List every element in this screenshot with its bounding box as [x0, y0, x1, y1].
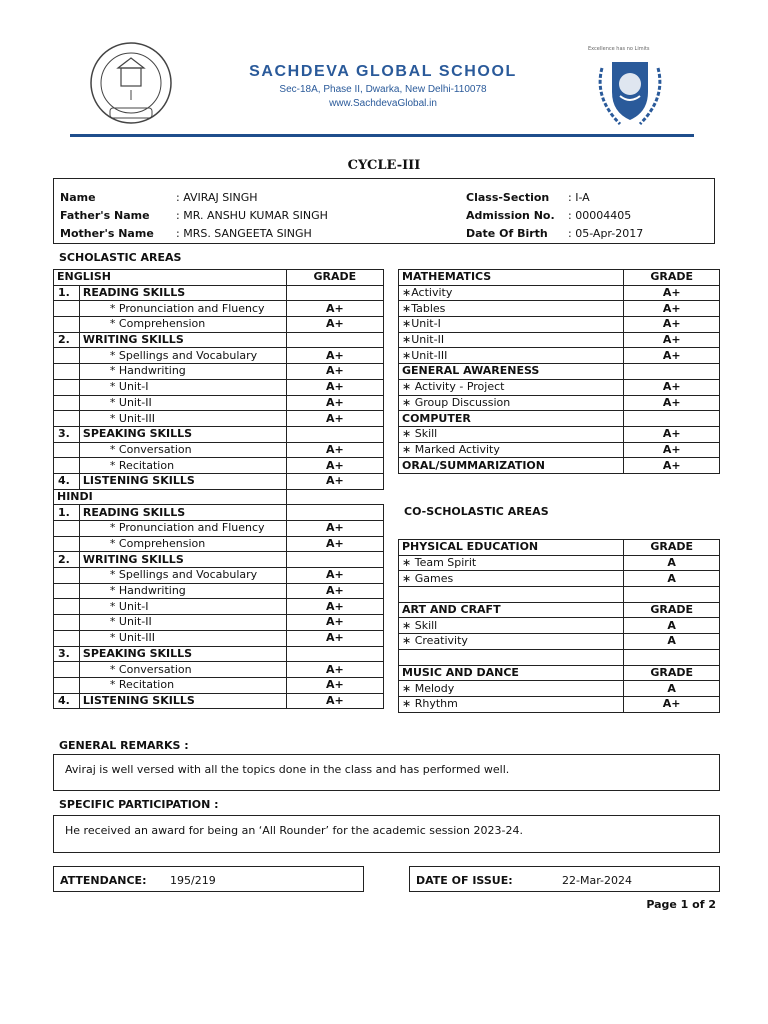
- activity-label: ∗Unit-II: [399, 332, 624, 348]
- grade-row: [399, 571, 720, 587]
- section-header-row: [399, 458, 720, 474]
- grade-row: [399, 285, 720, 301]
- skill-heading: SPEAKING SKILLS: [79, 426, 286, 442]
- grade-value: A: [624, 571, 720, 587]
- grade-value: [624, 649, 720, 665]
- section-title: MATHEMATICS: [399, 270, 624, 286]
- school-name: SACHDEVA GLOBAL SCHOOL: [249, 63, 517, 80]
- attendance-box: [53, 866, 364, 892]
- subject-title: HINDI: [54, 489, 287, 505]
- father-label: Father's Name: [60, 209, 150, 222]
- grade-row: [54, 348, 384, 364]
- skill-item: * Spellings and Vocabulary: [79, 568, 286, 584]
- activity-label: ∗Activity: [399, 285, 624, 301]
- grade-value: [624, 364, 720, 380]
- co-scholastic-title: CO-SCHOLASTIC AREAS: [404, 505, 549, 518]
- grade-value: [286, 285, 383, 301]
- grade-row: [399, 634, 720, 650]
- school-website: www.SachdevaGlobal.in: [329, 98, 437, 109]
- grade-row: [54, 615, 384, 631]
- activity-label: ∗Unit-III: [399, 348, 624, 364]
- activity-label: ∗ Activity - Project: [399, 379, 624, 395]
- grade-row: [399, 317, 720, 333]
- row-number: [54, 677, 80, 693]
- skill-item: * Pronunciation and Fluency: [79, 521, 286, 537]
- grade-row: [399, 681, 720, 697]
- mother-value: : MRS. SANGEETA SINGH: [176, 227, 312, 240]
- blank-cell: [286, 489, 383, 505]
- hindi-header-row: [54, 489, 384, 505]
- row-number: 3.: [54, 426, 80, 442]
- skill-item: * Recitation: [79, 677, 286, 693]
- grade-value: [624, 587, 720, 603]
- name-value: : AVIRAJ SINGH: [176, 191, 258, 204]
- grade-value: A+: [624, 395, 720, 411]
- grade-header: GRADE: [624, 540, 720, 556]
- row-number: 4.: [54, 473, 80, 489]
- section-title: COMPUTER: [399, 411, 624, 427]
- skill-heading: WRITING SKILLS: [79, 552, 286, 568]
- section-header-row: [399, 411, 720, 427]
- grade-value: A+: [286, 411, 383, 427]
- grade-row: [54, 552, 384, 568]
- section-title: PHYSICAL EDUCATION: [399, 540, 624, 556]
- grade-row: [54, 395, 384, 411]
- row-number: [54, 301, 80, 317]
- grade-value: A+: [286, 458, 383, 474]
- student-info-box: [53, 178, 715, 244]
- dob-value: : 05-Apr-2017: [568, 227, 644, 240]
- language-grades-table: [53, 269, 384, 709]
- name-label: Name: [60, 191, 96, 204]
- grade-value: A+: [286, 317, 383, 333]
- row-number: 4.: [54, 693, 80, 709]
- grade-value: A+: [286, 583, 383, 599]
- grade-row: [399, 348, 720, 364]
- grade-row: [54, 677, 384, 693]
- grade-row: [54, 317, 384, 333]
- row-number: [54, 395, 80, 411]
- skill-heading: LISTENING SKILLS: [79, 693, 286, 709]
- grade-row: [399, 426, 720, 442]
- row-number: [54, 599, 80, 615]
- remarks-box: [53, 754, 720, 791]
- grade-row: [54, 646, 384, 662]
- grade-row: [54, 458, 384, 474]
- grade-row: [54, 442, 384, 458]
- row-number: [54, 364, 80, 380]
- cbse-emblem-icon: [88, 38, 174, 128]
- grade-row: [54, 285, 384, 301]
- grade-row: [399, 587, 720, 603]
- grade-row: [399, 618, 720, 634]
- grade-value: A+: [286, 677, 383, 693]
- skill-item: * Unit-II: [79, 395, 286, 411]
- activity-label: ∗ Rhythm: [399, 696, 624, 712]
- section-title: ORAL/SUMMARIZATION: [399, 458, 624, 474]
- grade-row: [54, 379, 384, 395]
- grade-row: [54, 693, 384, 709]
- row-number: 2.: [54, 552, 80, 568]
- row-number: 3.: [54, 646, 80, 662]
- issue-date-label: DATE OF ISSUE:: [416, 874, 513, 887]
- grade-header: GRADE: [624, 665, 720, 681]
- grade-row: [54, 599, 384, 615]
- grade-row: [54, 301, 384, 317]
- skill-item: * Spellings and Vocabulary: [79, 348, 286, 364]
- admission-value: : 00004405: [568, 209, 632, 222]
- grade-value: [286, 505, 383, 521]
- class-value: : I-A: [568, 191, 590, 204]
- skill-item: * Comprehension: [79, 536, 286, 552]
- skill-item: * Comprehension: [79, 317, 286, 333]
- activity-label: ∗ Creativity: [399, 634, 624, 650]
- participation-text: He received an award for being an ‘All Rounder’ for the academic session 2023-24.: [65, 824, 523, 837]
- english-header-row: [54, 270, 384, 286]
- grade-value: [286, 332, 383, 348]
- participation-title: SPECIFIC PARTICIPATION :: [59, 798, 219, 811]
- grade-row: [54, 473, 384, 489]
- grade-value: A+: [624, 285, 720, 301]
- father-value: : MR. ANSHU KUMAR SINGH: [176, 209, 328, 222]
- activity-label: ∗ Team Spirit: [399, 555, 624, 571]
- grade-row: [54, 583, 384, 599]
- grade-value: A+: [286, 473, 383, 489]
- grade-row: [54, 662, 384, 678]
- grade-value: [286, 646, 383, 662]
- grade-value: A+: [286, 693, 383, 709]
- row-number: [54, 662, 80, 678]
- row-number: [54, 521, 80, 537]
- activity-label: ∗ Skill: [399, 426, 624, 442]
- skill-item: * Unit-II: [79, 615, 286, 631]
- grade-value: A+: [624, 442, 720, 458]
- grade-value: A+: [624, 379, 720, 395]
- grade-row: [399, 379, 720, 395]
- school-header: [70, 38, 694, 136]
- grade-row: [54, 426, 384, 442]
- grade-row: [399, 649, 720, 665]
- dob-label: Date Of Birth: [466, 227, 548, 240]
- grade-header: GRADE: [286, 270, 383, 286]
- section-title: ART AND CRAFT: [399, 602, 624, 618]
- section-header-row: [399, 602, 720, 618]
- remarks-title: GENERAL REMARKS :: [59, 739, 189, 752]
- row-number: [54, 568, 80, 584]
- section-header-row: [399, 665, 720, 681]
- activity-label: ∗Tables: [399, 301, 624, 317]
- attendance-value: 195/219: [170, 874, 216, 887]
- row-number: 1.: [54, 285, 80, 301]
- grade-row: [399, 301, 720, 317]
- grade-value: A: [624, 555, 720, 571]
- participation-box: [53, 815, 720, 853]
- grade-row: [399, 442, 720, 458]
- grade-value: A+: [286, 568, 383, 584]
- cycle-title: CYCLE-III: [347, 158, 421, 173]
- skill-item: * Recitation: [79, 458, 286, 474]
- activity-label: [399, 587, 624, 603]
- grade-value: A+: [286, 379, 383, 395]
- skill-item: * Unit-I: [79, 379, 286, 395]
- skill-heading: SPEAKING SKILLS: [79, 646, 286, 662]
- grade-value: A+: [286, 442, 383, 458]
- grade-header: GRADE: [624, 270, 720, 286]
- grade-value: A: [624, 634, 720, 650]
- grade-value: [624, 411, 720, 427]
- grade-row: [54, 536, 384, 552]
- page-number: Page 1 of 2: [646, 898, 716, 911]
- grade-value: A+: [624, 348, 720, 364]
- skill-item: * Pronunciation and Fluency: [79, 301, 286, 317]
- grade-value: A+: [624, 426, 720, 442]
- issue-date-box: [409, 866, 720, 892]
- grade-value: A: [624, 681, 720, 697]
- row-number: [54, 536, 80, 552]
- activity-label: ∗ Marked Activity: [399, 442, 624, 458]
- row-number: [54, 442, 80, 458]
- attendance-label: ATTENDANCE:: [60, 874, 147, 887]
- grade-value: A: [624, 618, 720, 634]
- grade-value: [286, 426, 383, 442]
- scholastic-title: SCHOLASTIC AREAS: [59, 251, 182, 264]
- grade-row: [399, 395, 720, 411]
- co-scholastic-table: [398, 539, 720, 713]
- remarks-text: Aviraj is well versed with all the topics done in the class and has performed well.: [65, 763, 510, 776]
- row-number: [54, 583, 80, 599]
- activity-label: ∗Unit-I: [399, 317, 624, 333]
- school-tagline: Excellence has no Limits: [588, 46, 650, 52]
- school-address: Sec-18A, Phase II, Dwarka, New Delhi-110078: [279, 84, 487, 95]
- subject-title: ENGLISH: [54, 270, 287, 286]
- row-number: [54, 630, 80, 646]
- skill-heading: WRITING SKILLS: [79, 332, 286, 348]
- section-header-row: [399, 540, 720, 556]
- grade-row: [54, 505, 384, 521]
- grade-row: [54, 630, 384, 646]
- mother-label: Mother's Name: [60, 227, 154, 240]
- grade-row: [399, 696, 720, 712]
- grade-value: A+: [286, 348, 383, 364]
- row-number: [54, 317, 80, 333]
- grade-value: A+: [624, 458, 720, 474]
- grade-value: A+: [286, 536, 383, 552]
- row-number: [54, 379, 80, 395]
- grade-header: GRADE: [624, 602, 720, 618]
- grade-row: [54, 568, 384, 584]
- skill-item: * Handwriting: [79, 364, 286, 380]
- section-header-row: [399, 270, 720, 286]
- grade-value: A+: [286, 395, 383, 411]
- grade-row: [54, 521, 384, 537]
- skill-item: * Handwriting: [79, 583, 286, 599]
- row-number: [54, 615, 80, 631]
- skill-heading: READING SKILLS: [79, 505, 286, 521]
- section-title: MUSIC AND DANCE: [399, 665, 624, 681]
- grade-row: [54, 332, 384, 348]
- activity-label: ∗ Games: [399, 571, 624, 587]
- skill-item: * Unit-I: [79, 599, 286, 615]
- skill-heading: READING SKILLS: [79, 285, 286, 301]
- grade-row: [399, 555, 720, 571]
- skill-item: * Conversation: [79, 662, 286, 678]
- section-title: GENERAL AWARENESS: [399, 364, 624, 380]
- grade-value: A+: [624, 332, 720, 348]
- grade-value: A+: [624, 696, 720, 712]
- row-number: [54, 411, 80, 427]
- admission-label: Admission No.: [466, 209, 555, 222]
- activity-label: ∗ Melody: [399, 681, 624, 697]
- subject-grades-table: [398, 269, 720, 474]
- grade-row: [399, 332, 720, 348]
- grade-value: A+: [286, 662, 383, 678]
- activity-label: ∗ Group Discussion: [399, 395, 624, 411]
- row-number: [54, 348, 80, 364]
- grade-value: A+: [286, 615, 383, 631]
- grade-value: A+: [624, 301, 720, 317]
- activity-label: [399, 649, 624, 665]
- grade-value: [286, 552, 383, 568]
- class-label: Class-Section: [466, 191, 550, 204]
- section-header-row: [399, 364, 720, 380]
- grade-value: A+: [286, 630, 383, 646]
- header-divider: [70, 134, 694, 137]
- skill-heading: LISTENING SKILLS: [79, 473, 286, 489]
- skill-item: * Conversation: [79, 442, 286, 458]
- issue-date-value: 22-Mar-2024: [562, 874, 632, 887]
- row-number: 1.: [54, 505, 80, 521]
- grade-value: A+: [286, 301, 383, 317]
- school-crest-icon: [590, 48, 670, 132]
- grade-row: [54, 411, 384, 427]
- activity-label: ∗ Skill: [399, 618, 624, 634]
- grade-value: A+: [286, 364, 383, 380]
- row-number: 2.: [54, 332, 80, 348]
- row-number: [54, 458, 80, 474]
- grade-value: A+: [286, 521, 383, 537]
- skill-item: * Unit-III: [79, 630, 286, 646]
- grade-value: A+: [624, 317, 720, 333]
- grade-value: A+: [286, 599, 383, 615]
- grade-row: [54, 364, 384, 380]
- skill-item: * Unit-III: [79, 411, 286, 427]
